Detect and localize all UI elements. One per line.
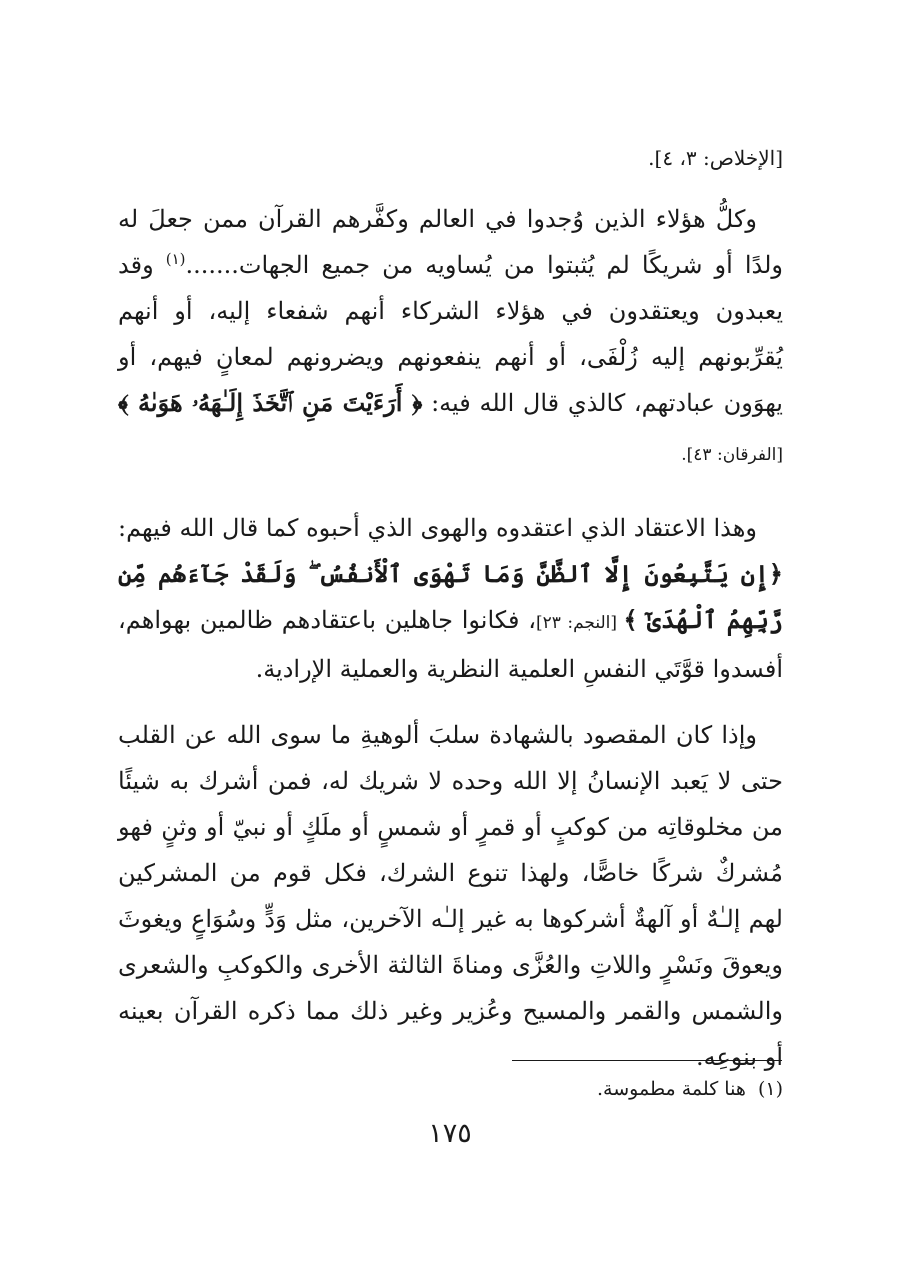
paragraph-2-text-a: وهذا الاعتقاد الذي اعتقدوه والهوى الذي أحبوه كما قال الله فيهم: xyxy=(118,514,758,542)
page-number: ١٧٥ xyxy=(428,1118,472,1149)
footnote-text: هنا كلمة مطموسة. xyxy=(597,1078,746,1100)
quran-verse-furqan: ﴿ أَرَءَيْتَ مَنِ ٱتَّخَذَ إِلَـٰهَهُۥ هَوَىٰهُ ﴾ xyxy=(118,388,423,417)
footnote-divider xyxy=(512,1060,782,1061)
paragraph-1-text-a: وكلُّ هؤلاء الذين وُجدوا في العالم وكفَّرهم القرآن ممن جعلَ له ولدًا أو شريكًا لم يُثبتوا من يُساويه من جميع الجهات....... xyxy=(118,205,783,279)
paragraph-2 xyxy=(118,505,783,692)
footnote-marker: (١) xyxy=(757,1078,783,1100)
paragraph-3 xyxy=(118,712,783,1080)
paragraph-2-text-b: ، فكانوا جاهلين باعتقادهم ظالمين بهواهم، أفسدوا قوَّتَي النفسِ العلمية النظرية والعملية الإرادية. xyxy=(118,606,783,683)
verse-reference-furqan: [الفرقان: ٤٣]. xyxy=(681,445,783,465)
footnote xyxy=(118,1074,783,1104)
quran-verse-najm: ﴿إِن يَتَّبِعُونَ إِلَّا ٱلظَّنَّ وَمَا تَهْوَى ٱلْأَنفُسُ ۖ وَلَقَدْ جَآءَهُم مِّن رَّبِّهِمُ ٱلْهُدَىٰٓ ﴾ xyxy=(118,559,783,634)
footnote-marker-inline[interactable]: (١) xyxy=(165,250,186,268)
verse-reference-najm: [النجم: ٢٣] xyxy=(535,613,624,633)
paragraph-3-text: وإذا كان المقصود بالشهادة سلبَ ألوهيةِ ما سوى الله عن القلب حتى لا يَعبد الإنسانُ إلا الله وحده لا شريك له، فمن أشرك به شيئًا من مخلوقاتِه من كوكبٍ أو قمرٍ أو شمسٍ أو ملَكٍ أو نبيّ أو وثنٍ فهو مُشركٌ شركًا خاصًّا، ولهذا تنوع الشرك، فكل قوم من المشركين لهم إلـٰهٌ أو آلهةٌ أشركوها به غير إلـٰه الآخرين، مثل وَدٍّ وسُوَاعٍ ويغوثَ ويعوقَ ونَسْرٍ واللاتِ والعُزَّى ومناةَ الثالثة الأخرى والكوكبِ والشعرى والشمس والقمر والمسيح وعُزير وغير ذلك مما ذكره القرآن بعينه أو بنوعِه. xyxy=(118,721,783,1071)
verse-reference-top: [الإخلاص: ٣، ٤]. xyxy=(648,146,783,170)
paragraph-1 xyxy=(118,196,783,478)
paragraph-1-text-b: وقد يعبدون ويعتقدون في هؤلاء الشركاء أنهم شفعاء إليه، أو أنهم يُقرِّبونهم إليه زُلْفَى، أو أنهم ينفعونهم ويضرونهم لمعانٍ فيهم، أو يهوَون عبادتهم، كالذي قال الله فيه: xyxy=(118,251,783,417)
